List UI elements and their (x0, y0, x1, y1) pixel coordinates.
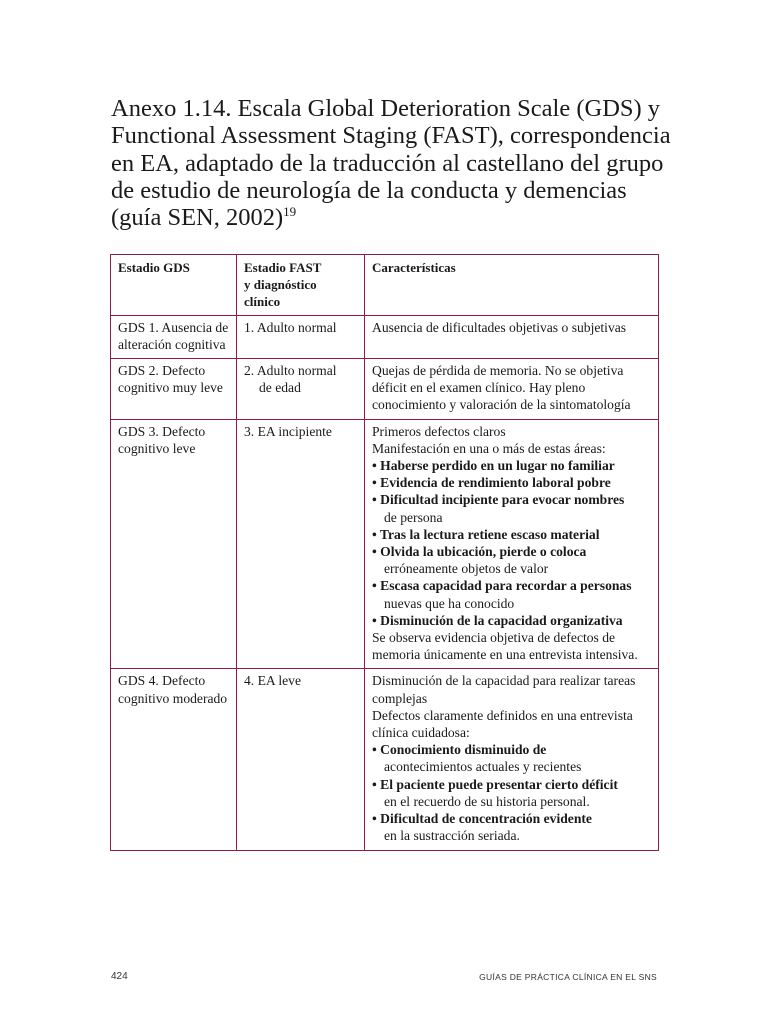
text-line: en la sustracción seriada. (384, 828, 520, 844)
bullet-item: • Dificultad incipiente para evocar nombres (372, 492, 625, 508)
text-line: Se observa evidencia objetiva de defectos de memoria únicamente en una entrevista intensiva. (372, 630, 638, 663)
text-line: erróneamente objetos de valor (384, 561, 549, 577)
bullet-item: • Conocimiento disminuido de (372, 742, 547, 758)
bullet-item: • Olvida la ubicación, pierde o coloca (372, 544, 587, 560)
cell-caracteristicas (365, 669, 659, 850)
text-line: nuevas que ha conocido (384, 595, 515, 611)
gds-fast-table (110, 254, 659, 851)
header-estadio-fast: Estadio FAST y diagnóstico clínico (237, 255, 365, 316)
text-line: Defectos claramente definidos en una entrevista clínica cuidadosa: (372, 707, 633, 741)
bullet-item: • Haberse perdido en un lugar no familiar (372, 458, 615, 474)
cell-estadio-gds: GDS 2. Defecto cognitivo muy leve (111, 359, 237, 420)
cell-estadio-gds: GDS 4. Defecto cognitivo moderado (111, 669, 237, 850)
header-estadio-gds: Estadio GDS (111, 255, 237, 316)
page-number: 424 (111, 971, 128, 982)
bullet-item: • Dificultad de concentración evidente (372, 811, 592, 827)
bullet-item: • Escasa capacidad para recordar a personas (372, 578, 632, 594)
cell-estadio-fast: 3. EA incipiente (237, 419, 365, 669)
table-row (111, 419, 659, 669)
table-row (111, 669, 659, 850)
bullet-item: • Evidencia de rendimiento laboral pobre (372, 475, 611, 491)
bullet-item: • Disminución de la capacidad organizativa (372, 612, 623, 628)
text-line: Quejas de pérdida de memoria. No se objetiva déficit en el examen clínico. Hay pleno conocimiento y valoración de la sintomatología (372, 363, 631, 413)
series-title: GUÍAS DE PRÁCTICA CLÍNICA EN EL SNS (479, 972, 657, 982)
text-line: Ausencia de dificultades objetivas o subjetivas (372, 319, 627, 335)
cell-estadio-fast: 4. EA leve (237, 669, 365, 850)
cell-estadio-gds: GDS 1. Ausencia de alteración cognitiva (111, 315, 237, 358)
text-line: Primeros defectos claros (372, 423, 506, 439)
text-line: Manifestación en una o más de estas áreas: (372, 440, 606, 456)
citation-superscript: 19 (283, 204, 297, 220)
cell-caracteristicas (365, 315, 659, 358)
cell-caracteristicas (365, 419, 659, 669)
table-row (111, 315, 659, 358)
bullet-item: • Tras la lectura retiene escaso material (372, 526, 600, 542)
text-line: acontecimientos actuales y recientes (384, 759, 582, 775)
header-caracteristicas: Características (365, 255, 659, 316)
text-line: de persona (384, 509, 443, 525)
text-line: en el recuerdo de su historia personal. (384, 793, 590, 809)
cell-caracteristicas (365, 359, 659, 420)
table-row (111, 359, 659, 420)
page-title: Anexo 1.14. Escala Global Deterioration Scale (GDS) y Functional Assessment Staging (FAST), correspondencia en EA, adaptado de la traducción al castellano del grupo de estudio de neurología de la conducta y demencias (guía SEN, 2002)$^{19}$ (111, 95, 671, 232)
table-header-row (111, 255, 659, 316)
bullet-item: • El paciente puede presentar cierto déficit (372, 776, 618, 792)
cell-estadio-gds: GDS 3. Defecto cognitivo leve (111, 419, 237, 669)
text-line: Disminución de la capacidad para realizar tareas complejas (372, 673, 636, 706)
cell-estadio-fast: 2. Adulto normal de edad (237, 359, 365, 420)
cell-estadio-fast: 1. Adulto normal (237, 315, 365, 358)
